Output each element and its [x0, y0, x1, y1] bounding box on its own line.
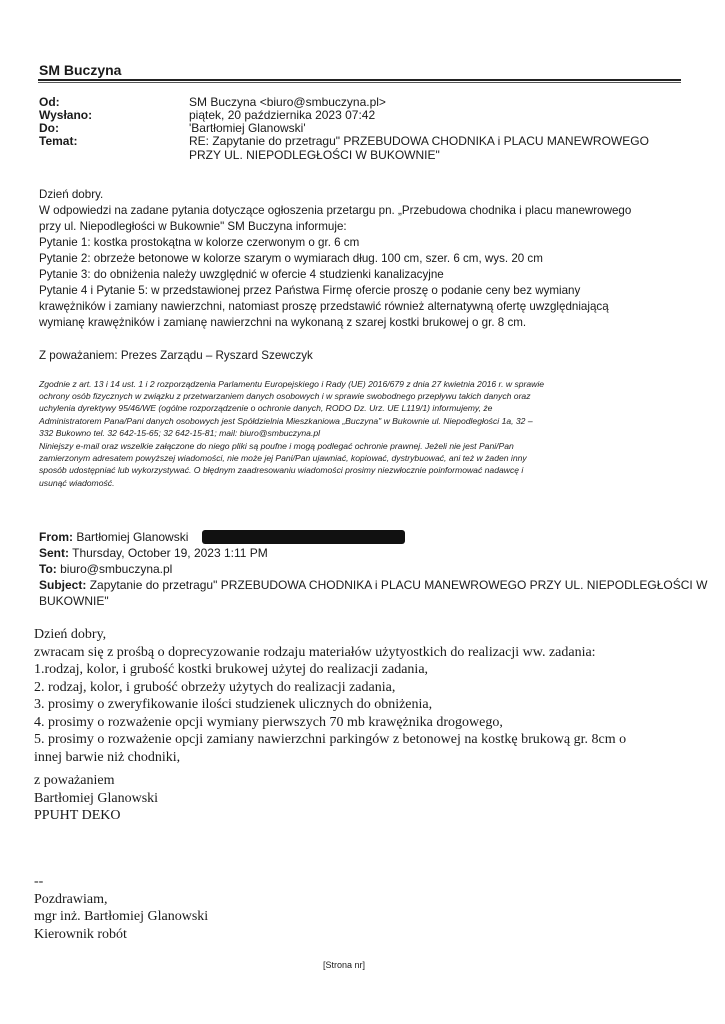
fwd-to-row: [39, 561, 172, 577]
gdpr-line: usunąć wiadomość.: [39, 478, 115, 488]
reply-line: przy ul. Niepodległości w Bukownie" SM Buczyna informuje:: [39, 220, 347, 233]
orig-line: 2. rodzaj, kolor, i grubość obrzeży użytych do realizacji zadania,: [34, 680, 396, 695]
orig-closing: Bartłomiej Glanowski: [34, 791, 159, 806]
reply-line: Pytanie 3: do obniżenia należy uwzględnić w ofercie 4 studzienki kanalizacyjne: [39, 268, 444, 281]
gdpr-line: ochrony osób fizycznych w związku z przetwarzaniem danych osobowych i w sprawie swobodnego przepływu takich danych oraz: [39, 391, 531, 401]
orig-line: innej barwie niż chodniki,: [34, 750, 181, 765]
orig-line: 3. prosimy o zweryfikowanie ilości studzienek ulicznych do obniżenia,: [34, 697, 433, 712]
fwd-to-label: To:: [39, 562, 57, 576]
meta-to-value: 'Bartłomiej Glanowski': [189, 121, 306, 135]
signature-line: Kierownik robót: [34, 927, 127, 942]
fwd-subject-line1: Zapytanie do przetragu" PRZEBUDOWA CHODNIKA i PLACU MANEWROWEGO PRZY UL. NIEPODLEGŁOŚCI W: [89, 578, 708, 592]
meta-subject-label: Temat:: [39, 134, 78, 148]
orig-line: 1.rodzaj, kolor, i grubość kostki brukowej użytej do realizacji zadania,: [34, 662, 429, 677]
gdpr-line: sposób udostępniać lub wykorzystywać. O błędnym zaadresowaniu wiadomości prosimy niezwłocznie poinformować nadawcę i: [39, 465, 524, 475]
fwd-subject-row: [39, 577, 707, 593]
fwd-sent-label: Sent:: [39, 546, 69, 560]
orig-closing: z poważaniem: [34, 773, 115, 788]
header-rule: [38, 79, 681, 81]
reply-greeting: Dzień dobry.: [39, 188, 104, 201]
orig-line: 4. prosimy o rozważenie opcji wymiany pierwszych 70 mb krawężnika drogowego,: [34, 715, 503, 730]
orig-line: zwracam się z prośbą o doprecyzowanie rodzaju materiałów użytyostkich do realizacji ww. zadania:: [34, 645, 596, 660]
reply-line: Pytanie 1: kostka prostokątna w kolorze czerwonym o gr. 6 cm: [39, 236, 360, 249]
orig-line: Dzień dobry,: [34, 627, 107, 642]
header-sender-name: SM Buczyna: [39, 62, 122, 78]
gdpr-line: uchylenia dyrektywy 95/46/WE (ogólne rozporządzenie o ochronie danych, RODO Dz. Urz. UE L119/1) informujemy, że: [39, 403, 493, 413]
fwd-subject-line2: BUKOWNIE": [39, 594, 109, 608]
reply-line: W odpowiedzi na zadane pytania dotyczące ogłoszenia przetargu pn. „Przebudowa chodnika i placu manewrowego: [39, 204, 632, 217]
reply-line: Pytanie 2: obrzeże betonowe w kolorze szarym o wymiarach dług. 100 cm, szer. 6 cm, wys. 20 cm: [39, 252, 543, 265]
signature-line: Pozdrawiam,: [34, 892, 108, 907]
orig-line: 5. prosimy o rozważenie opcji zamiany nawierzchni parkingów z betonowej na kostkę brukową gr. 8cm o: [34, 732, 627, 747]
meta-sent-value: piątek, 20 października 2023 07:42: [189, 108, 376, 122]
fwd-from-row: [39, 529, 188, 545]
gdpr-line: Zgodnie z art. 13 i 14 ust. 1 i 2 rozporządzenia Parlamentu Europejskiego i Rady (UE) 2016/679 z dnia 27 kwietnia 2016 r. w sprawie: [39, 379, 545, 389]
fwd-from-value: Bartłomiej Glanowski: [76, 530, 189, 544]
reply-line: Pytanie 4 i Pytanie 5: w przedstawionej przez Państwa Firmę ofercie proszę o podanie ceny bez wymiany: [39, 284, 581, 297]
page-number-footer: [Strona nr]: [323, 960, 366, 970]
fwd-sent-value: Thursday, October 19, 2023 1:11 PM: [72, 546, 268, 560]
signature-separator: --: [34, 874, 44, 889]
gdpr-line: 332 Bukowno tel. 32 642-15-65; 32 642-15-81; mail: biuro@smbuczyna.pl: [39, 428, 321, 438]
fwd-subject-label: Subject:: [39, 578, 87, 592]
gdpr-line: Niniejszy e-mail oraz wszelkie załączone do niego pliki są poufne i mogą podlegać ochronie prawnej. Jeżeli nie jest Pani/Pan: [39, 441, 514, 451]
fwd-from-label: From:: [39, 530, 73, 544]
gdpr-line: zamierzonym adresatem powyższej wiadomości, nie może jej Pani/Pan ujawniać, kopiować, dystrybuować, ani też w żaden inny: [39, 453, 527, 463]
gdpr-line: Administratorem Pana/Pani danych osobowych jest Spółdzielnia Mieszkaniowa „Buczyna" w Bukownie ul. Niepodległości 1a, 32 –: [39, 416, 533, 426]
meta-sent-label: Wysłano:: [39, 108, 93, 122]
reply-line: wymianę krawężników i zamianę nawierzchni na wykonaną z szarej kostki brukowej o gr. 8 cm.: [39, 316, 527, 329]
meta-to-label: Do:: [39, 121, 59, 135]
reply-signature: Z poważaniem: Prezes Zarządu – Ryszard Szewczyk: [39, 349, 313, 362]
meta-subject-line2: PRZY UL. NIEPODLEGŁOŚCI W BUKOWNIE": [189, 148, 440, 162]
fwd-to-value: biuro@smbuczyna.pl: [60, 562, 173, 576]
meta-from-value: SM Buczyna <biuro@smbuczyna.pl>: [189, 95, 386, 109]
reply-line: krawężników i zamiany nawierzchni, natomiast proszę przedstawić również alternatywną ofertę uwzględniającą: [39, 300, 609, 313]
redaction-bar: [202, 530, 405, 544]
signature-line: mgr inż. Bartłomiej Glanowski: [34, 909, 209, 924]
meta-from-label: Od:: [39, 95, 60, 109]
header-rule-thin: [38, 82, 681, 83]
fwd-sent-row: [39, 545, 268, 561]
orig-closing: PPUHT DEKO: [34, 808, 121, 823]
meta-subject-line1: RE: Zapytanie do przetragu" PRZEBUDOWA CHODNIKA i PLACU MANEWROWEGO: [189, 134, 649, 148]
